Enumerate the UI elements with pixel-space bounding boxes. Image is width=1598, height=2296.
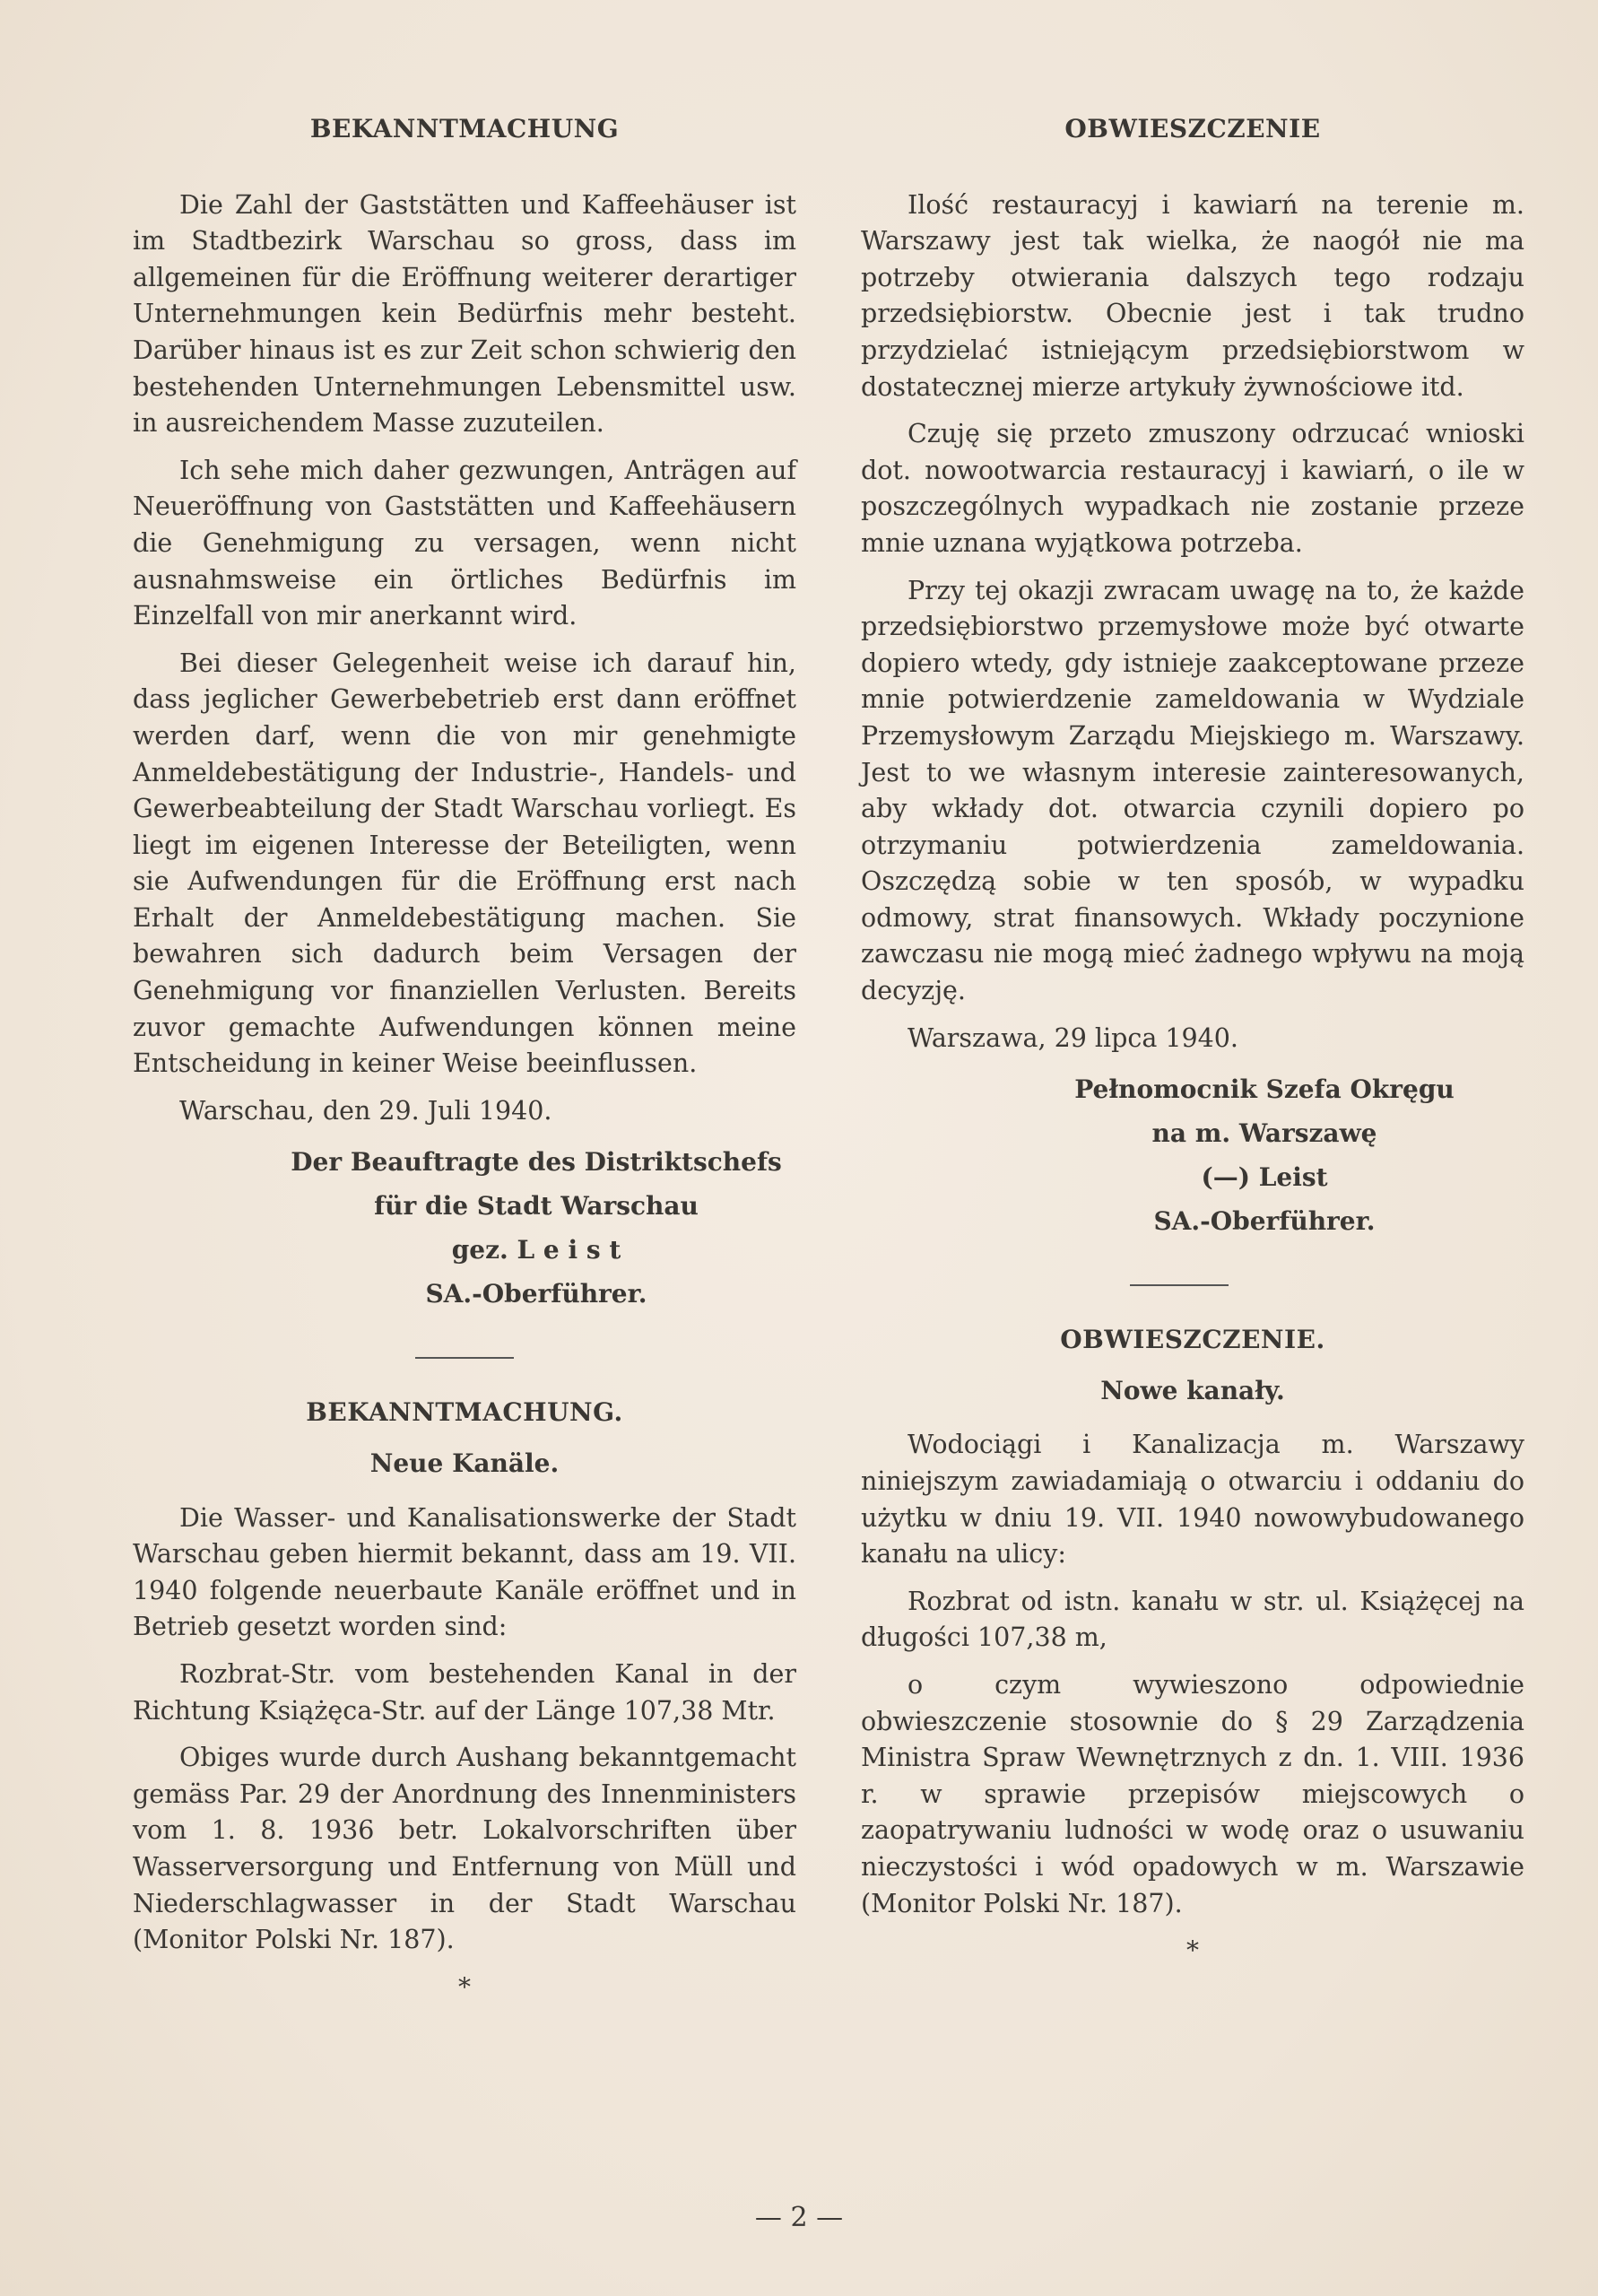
- signature-line: na m. Warszawę: [1151, 1118, 1377, 1149]
- notice1-paragraph-de: Bei dieser Gelegenheit weise ich darauf hin, dass jeglicher Gewerbebetrieb erst dann eröffnet werden darf, wenn die von mir genehmigte Anmeldebestätigung der Industrie-, Handels- und Gewerbeabteilung der Stadt Warschau vorliegt. Es liegt im eigenen Interesse der Beteiligten, wenn sie Aufwendungen für die Eröffnung erst nach Erhalt der Anmeldebestätigung machen. Sie bewahren sich dadurch beim Versagen der Genehmigung vor finanziellen Verlusten. Bereits zuvor gemachte Aufwendungen können meine Entscheidung in keiner Weise beeinflussen.: [133, 648, 796, 1079]
- notice1-paragraph-de: Ich sehe mich daher gezwungen, Anträgen auf Neueröffnung von Gaststätten und Kaffeehäusern die Genehmigung zu versagen, wenn nicht ausnahmsweise ein örtliches Bedürfnis im Einzelfall von mir anerkannt wird.: [133, 455, 796, 631]
- notice1-paragraph-pl: Ilość restauracyj i kawiarń na terenie m. Warszawy jest tak wielka, że naogół nie ma potrzeby otwierania dalszych tego rodzaju przedsiębiorstw. Obecnie jest i tak trudno przydzielać istniejącym przedsiębiorstwom w dostatecznej mierze artykuły żywnościowe itd.: [861, 189, 1524, 402]
- notice1-paragraph-pl: Przy tej okazji zwracam uwagę na to, że każde przedsiębiorstwo przemysłowe może być otwarte dopiero wtedy, gdy istnieje zaakceptowane przeze mnie potwierdzenie zameldowania w Wydziale Przemysłowym Zarządu Miejskiego m. Warszawy. Jest to we własnym interesie zainteresowanych, aby wkłady dot. otwarcia czynili dopiero po otrzymaniu potwierdzenia zameldowania. Oszczędzą sobie w ten sposób, w wypadku odmowy, strat finansowych. Wkłady poczynione zawczasu nie mogą mieć żadnego wpływu na moją decyzję.: [861, 575, 1524, 1006]
- notice2-paragraph-de: Rozbrat-Str. vom bestehenden Kanal in der Richtung Książęca-Str. auf der Länge 107,38 Mtr.: [133, 1659, 796, 1726]
- signature-line: SA.-Oberführer.: [1153, 1206, 1376, 1237]
- signature-line: SA.-Oberführer.: [425, 1279, 647, 1309]
- signature-line: für die Stadt Warschau: [374, 1191, 699, 1222]
- notice1-heading-pl: OBWIESZCZENIE: [1064, 114, 1321, 144]
- notice2-paragraph-pl: o czym wywieszono odpowiednie obwieszczenie stosownie do § 29 Zarządzenia Ministra Spraw Wewnętrznych z dn. 1. VIII. 1936 r. w sprawie przepisów miejscowych o zaopatrywaniu ludności w wodę oraz o usuwaniu nieczystości i wód opadowych w m. Warszawie (Monitor Polski Nr. 187).: [861, 1670, 1524, 1918]
- notice1-date-de: Warschau, den 29. Juli 1940.: [179, 1095, 552, 1126]
- signature-line: Der Beauftragte des Distriktschefs: [291, 1147, 782, 1178]
- notice2-subheading-pl: Nowe kanały.: [1100, 1375, 1285, 1405]
- notice2-paragraph-pl: Rozbrat od istn. kanału w str. ul. Książęcej na długości 107,38 m,: [861, 1586, 1524, 1653]
- notice1-signature-pl: [1004, 1067, 1524, 1243]
- notice1-paragraph-pl: Czuję się przeto zmuszony odrzucać wnioski dot. nowootwarcia restauracyj i kawiarń, o ile w poszczególnych wypadkach nie zostanie przeze mnie uznana wyjątkowa potrzeba.: [861, 419, 1524, 558]
- notice2-heading-de: BEKANNTMACHUNG.: [306, 1397, 623, 1428]
- polish-column: [861, 111, 1524, 1970]
- end-mark: *: [458, 1971, 471, 2002]
- notice1-heading-de: BEKANNTMACHUNG: [309, 114, 620, 144]
- signature-line: Pełnomocnik Szefa Okręgu: [1074, 1074, 1455, 1105]
- page-number: — 2 —: [754, 2202, 844, 2233]
- notice2-paragraph-de: Die Wasser- und Kanalisationswerke der Stadt Warschau geben hiermit bekannt, dass am 19. VII. 1940 folgende neuerbaute Kanäle eröffnet und in Betrieb gesetzt worden sind:: [133, 1502, 796, 1642]
- notice2-paragraph-de: Obiges wurde durch Aushang bekanntgemacht gemäss Par. 29 der Anordnung des Innenministers vom 1. 8. 1936 betr. Lokalvorschriften über Wasserversorgung und Entfernung von Müll und Niederschlagwasser in der Stadt Warschau (Monitor Polski Nr. 187).: [133, 1743, 796, 1955]
- notice2-heading-pl: OBWIESZCZENIE.: [1060, 1325, 1325, 1355]
- notice1-date-pl: Warszawa, 29 lipca 1940.: [908, 1022, 1238, 1053]
- signature-line: (—) Leist: [1201, 1162, 1328, 1193]
- notice2-subheading-de: Neue Kanäle.: [369, 1448, 560, 1479]
- notice1-signature-de: [276, 1140, 796, 1316]
- signature-line: gez. L e i s t: [451, 1235, 621, 1265]
- notice1-paragraph-de: Die Zahl der Gaststätten und Kaffeehäuser ist im Stadtbezirk Warschau so gross, dass im allgemeinen für die Eröffnung weiterer derartiger Unternehmungen kein Bedürfnis mehr besteht. Darüber hinaus ist es zur Zeit schon schwierig den bestehenden Unternehmungen Lebensmittel usw. in ausreichendem Masse zuzuteilen.: [133, 189, 796, 439]
- end-mark: *: [1186, 1935, 1199, 1966]
- notice2-paragraph-pl: Wodociągi i Kanalizacja m. Warszawy niniejszym zawiadamiają o otwarciu i oddaniu do użytku w dniu 19. VII. 1940 nowowybudowanego kanału na ulicy:: [861, 1430, 1524, 1570]
- german-column: [133, 111, 796, 2005]
